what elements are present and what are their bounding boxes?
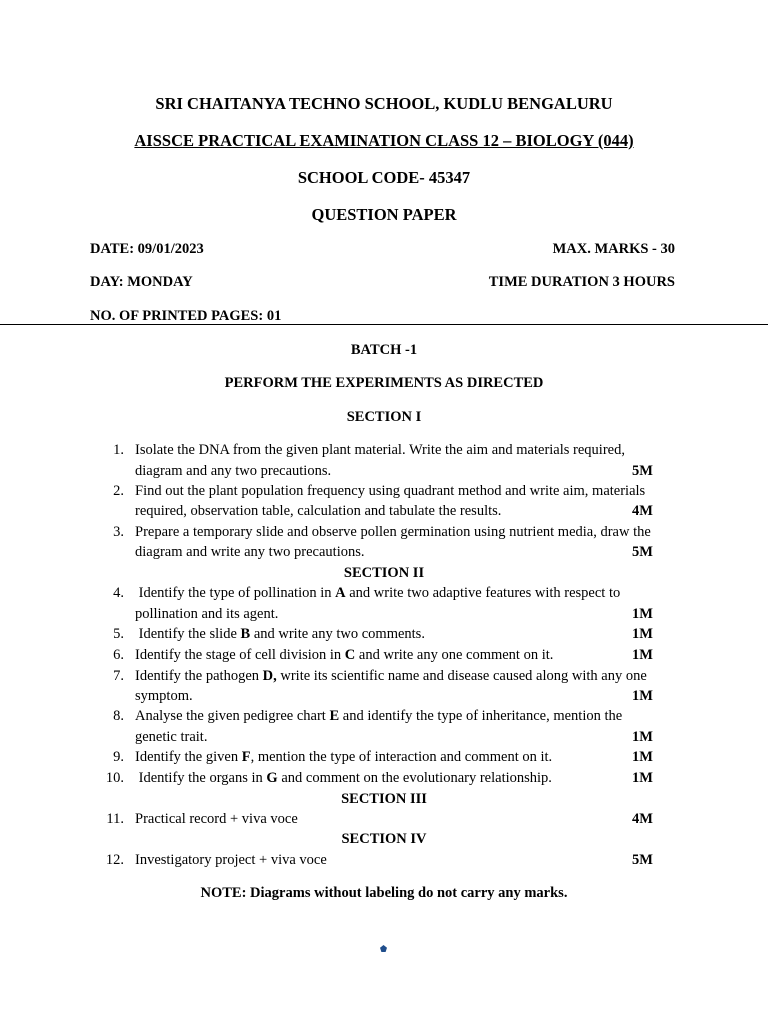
question-mark: 1M <box>632 626 653 642</box>
batch-label: BATCH -1 <box>350 342 418 358</box>
question-mark: 1M <box>632 606 653 622</box>
specimen-label: E <box>329 708 340 724</box>
question-mark: 1M <box>632 688 653 704</box>
question-mark: 1M <box>632 770 653 786</box>
question-mark: 4M <box>632 503 653 519</box>
question-mark: 1M <box>632 647 653 663</box>
question-mark: 1M <box>632 749 653 765</box>
specimen-label: F <box>241 749 251 765</box>
specimen-label: C <box>344 647 356 663</box>
page-marker-icon <box>380 945 387 952</box>
specimen-label: G <box>266 770 278 786</box>
max-marks: MAX. MARKS - 30 <box>552 241 675 257</box>
question-mark: 5M <box>632 852 653 868</box>
exam-date: DATE: 09/01/2023 <box>90 241 204 257</box>
question-mark: 1M <box>632 729 653 745</box>
note: NOTE: Diagrams without labeling do not carry any marks. <box>200 885 568 901</box>
specimen-label: A <box>335 585 346 601</box>
specimen-label: D, <box>262 668 277 684</box>
section-3-heading: SECTION III <box>341 791 427 807</box>
question-mark: 5M <box>632 463 653 479</box>
section-2-heading: SECTION II <box>343 565 425 581</box>
school-name: SRI CHAITANYA TECHNO SCHOOL, KUDLU BENGALURU <box>155 94 613 113</box>
time-duration: TIME DURATION 3 HOURS <box>488 274 675 290</box>
section-1-heading: SECTION I <box>346 409 422 425</box>
question-mark: 4M <box>632 811 653 827</box>
header-divider <box>0 324 768 325</box>
section-4-heading: SECTION IV <box>341 831 427 847</box>
question-mark: 5M <box>632 544 653 560</box>
specimen-label: B <box>240 626 251 642</box>
paper-title: QUESTION PAPER <box>311 205 457 224</box>
instruction: PERFORM THE EXPERIMENTS AS DIRECTED <box>224 375 544 391</box>
exam-day: DAY: MONDAY <box>90 274 193 290</box>
school-code: SCHOOL CODE- 45347 <box>297 168 471 187</box>
exam-title: AISSCE PRACTICAL EXAMINATION CLASS 12 – BIOLOGY (044) <box>134 131 634 150</box>
printed-pages: NO. OF PRINTED PAGES: 01 <box>90 308 282 324</box>
